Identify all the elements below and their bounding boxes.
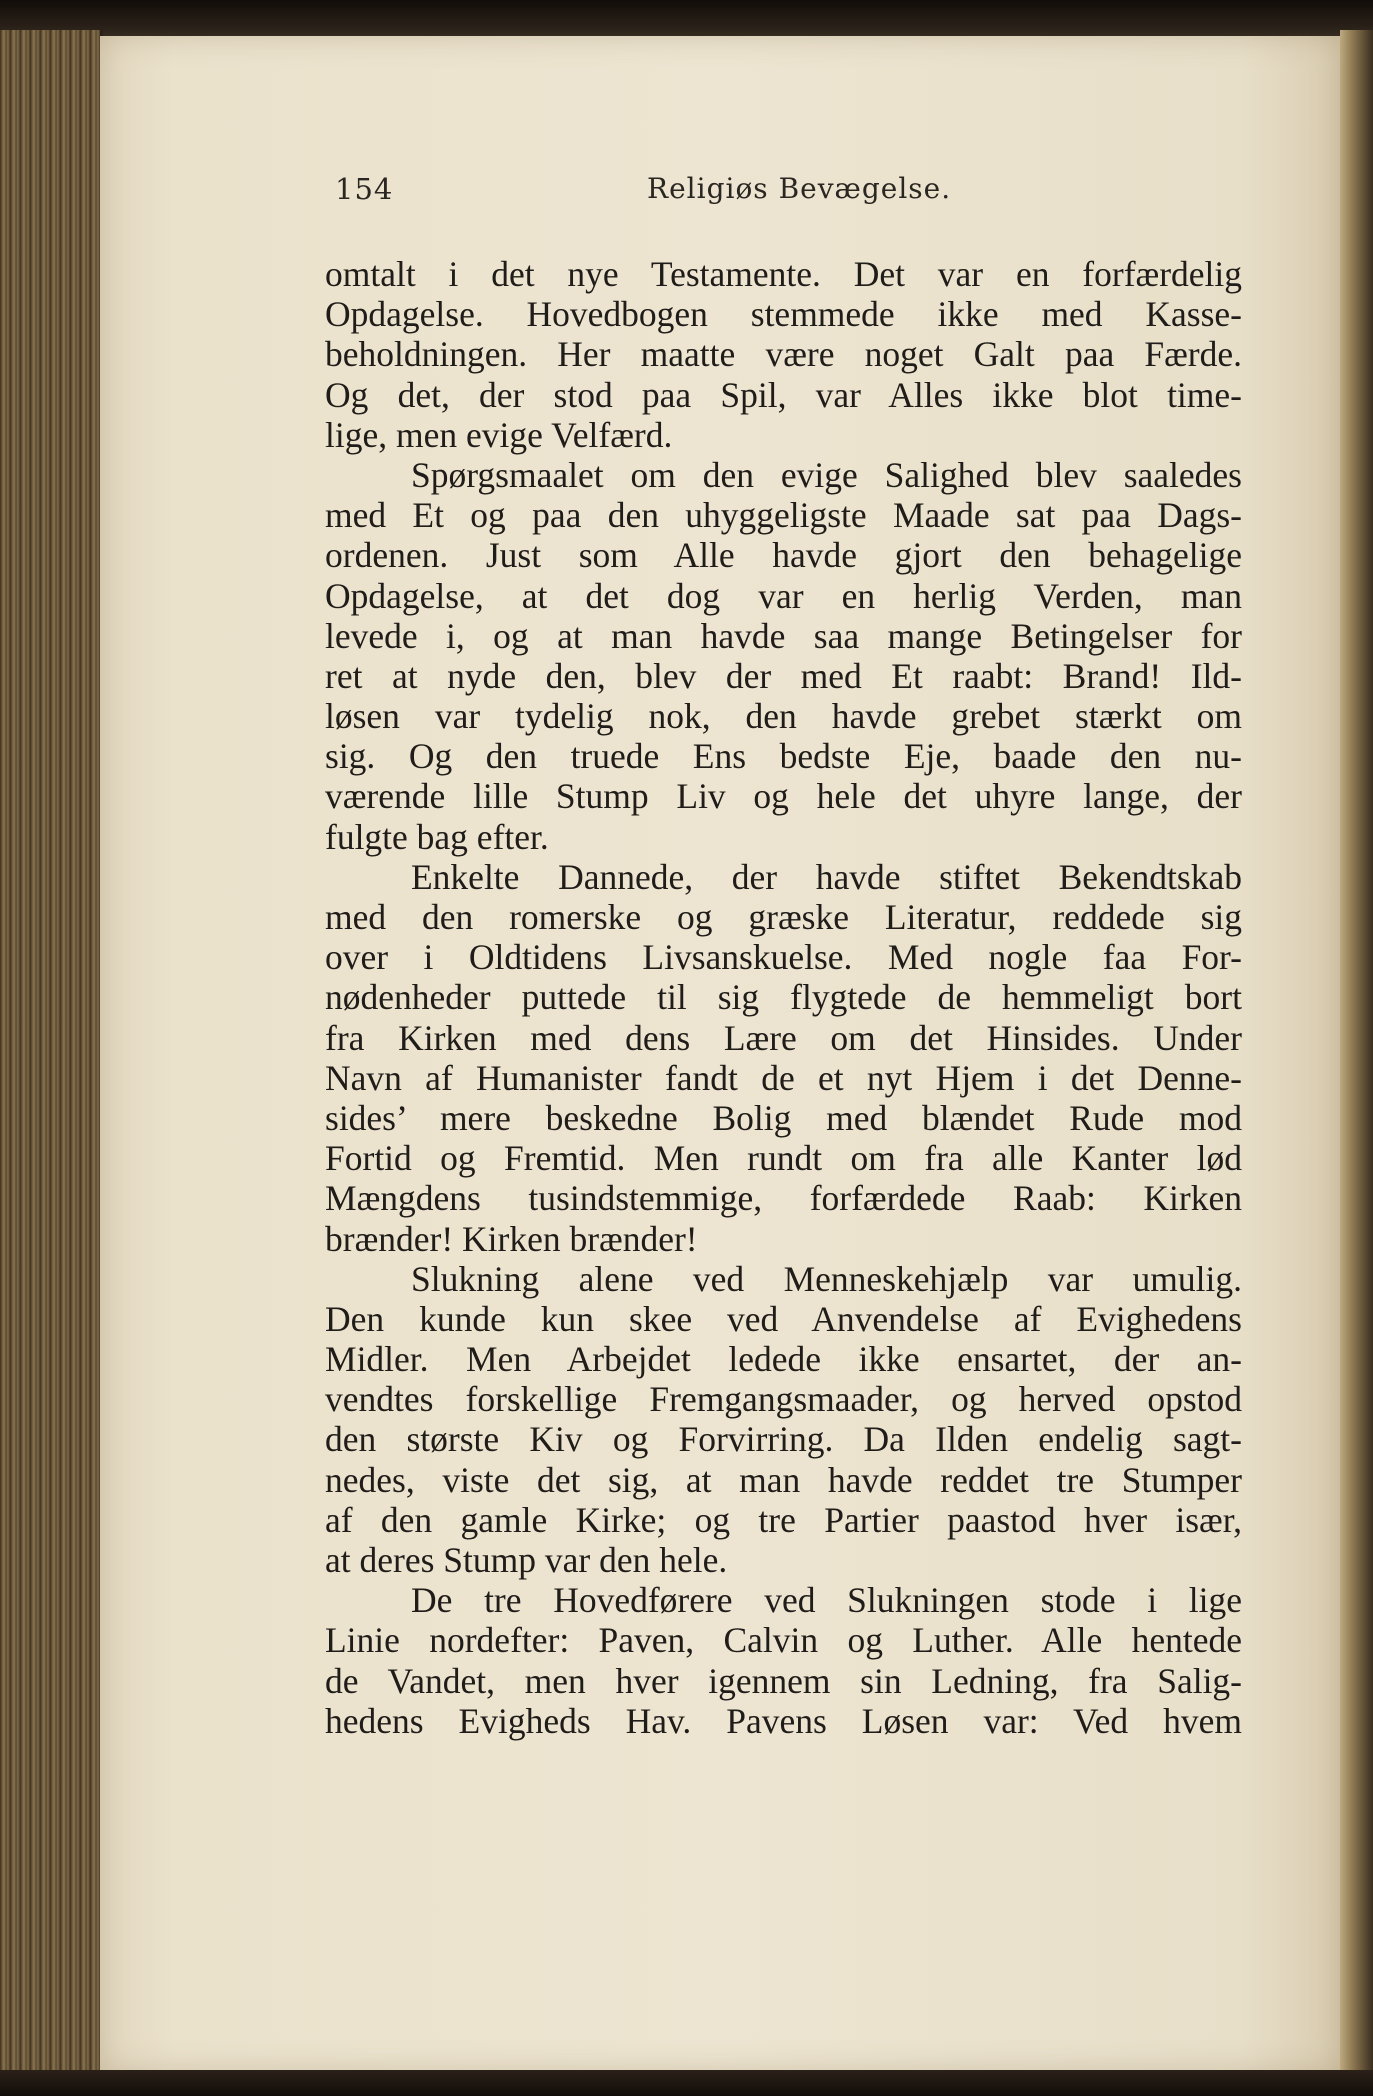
text-line: lige, men evige Velfærd. (325, 414, 673, 455)
text-line: sides’ mere beskedne Bolig med blændet Rude mod (325, 1097, 1242, 1138)
text-line: ret at nyde den, blev der med Et raabt: Brand! Ild- (325, 655, 1242, 696)
text-line: fulgte bag efter. (325, 816, 549, 857)
text-line: ordenen. Just som Alle havde gjort den behagelige (325, 535, 1242, 576)
text-line: Midler. Men Arbejdet ledede ikke ensartet, der an- (325, 1339, 1242, 1380)
text-line: hedens Evigheds Hav. Pavens Løsen var: Ved hvem (325, 1700, 1242, 1741)
text-line: Fortid og Fremtid. Men rundt om fra alle Kanter lød (325, 1138, 1242, 1179)
page-header (335, 172, 1240, 222)
page-number: 154 (335, 172, 394, 206)
text-line: Mængdens tusindstemmige, forfærdede Raab: Kirken (325, 1178, 1242, 1219)
body-text (325, 254, 1242, 1741)
text-line: Enkelte Dannede, der havde stiftet Bekendtskab (411, 856, 1242, 897)
book-page-edges (0, 30, 103, 2070)
text-line: værende lille Stump Liv og hele det uhyre lange, der (325, 776, 1242, 817)
right-page-edge (1340, 30, 1373, 2070)
text-line: sig. Og den truede Ens bedste Eje, baade den nu- (325, 736, 1242, 777)
text-line: over i Oldtidens Livsanskuelse. Med nogle faa For- (325, 937, 1242, 978)
text-line: Opdagelse, at det dog var en herlig Verden, man (325, 575, 1242, 616)
text-line: af den gamle Kirke; og tre Partier paastod hver især, (325, 1499, 1242, 1540)
text-line: Slukning alene ved Menneskehjælp var umulig. (411, 1258, 1242, 1299)
bottom-shadow (0, 2070, 1373, 2096)
text-line: nødenheder puttede til sig flygtede de hemmeligt bort (325, 977, 1242, 1018)
text-line: De tre Hovedførere ved Slukningen stode i lige (411, 1580, 1242, 1621)
text-line: brænder! Kirken brænder! (325, 1218, 698, 1259)
text-line: beholdningen. Her maatte være noget Galt paa Færde. (325, 334, 1242, 375)
text-line: Spørgsmaalet om den evige Salighed blev saaledes (411, 454, 1242, 495)
text-line: Den kunde kun skee ved Anvendelse af Evighedens (325, 1298, 1242, 1339)
text-line: med Et og paa den uhyggeligste Maade sat paa Dags- (325, 495, 1242, 536)
text-line: Opdagelse. Hovedbogen stemmede ikke med Kasse- (325, 294, 1242, 335)
text-line: med den romerske og græske Literatur, reddede sig (325, 897, 1242, 937)
text-line: den største Kiv og Forvirring. Da Ilden endelig sagt- (325, 1419, 1242, 1460)
text-line: Og det, der stod paa Spil, var Alles ikke blot time- (325, 374, 1242, 415)
text-line: løsen var tydelig nok, den havde grebet stærkt om (325, 696, 1242, 737)
text-line: at deres Stump var den hele. (325, 1540, 728, 1580)
text-line: nedes, viste det sig, at man havde reddet tre Stumper (325, 1459, 1242, 1500)
text-line: levede i, og at man havde saa mange Betingelser for (325, 615, 1242, 656)
text-line: Linie nordefter: Paven, Calvin og Luther. Alle hentede (325, 1620, 1242, 1661)
text-line: fra Kirken med dens Lære om det Hinsides. Under (325, 1017, 1242, 1058)
top-shadow (0, 0, 1373, 40)
running-title: Religiøs Bevægelse. (647, 172, 952, 205)
text-line: de Vandet, men hver igennem sin Ledning, fra Salig- (325, 1660, 1242, 1701)
text-line: Navn af Humanister fandt de et nyt Hjem i det Denne- (325, 1057, 1242, 1098)
text-line: vendtes forskellige Fremgangsmaader, og herved opstod (325, 1379, 1242, 1420)
text-line: omtalt i det nye Testamente. Det var en forfærdelig (325, 254, 1242, 294)
